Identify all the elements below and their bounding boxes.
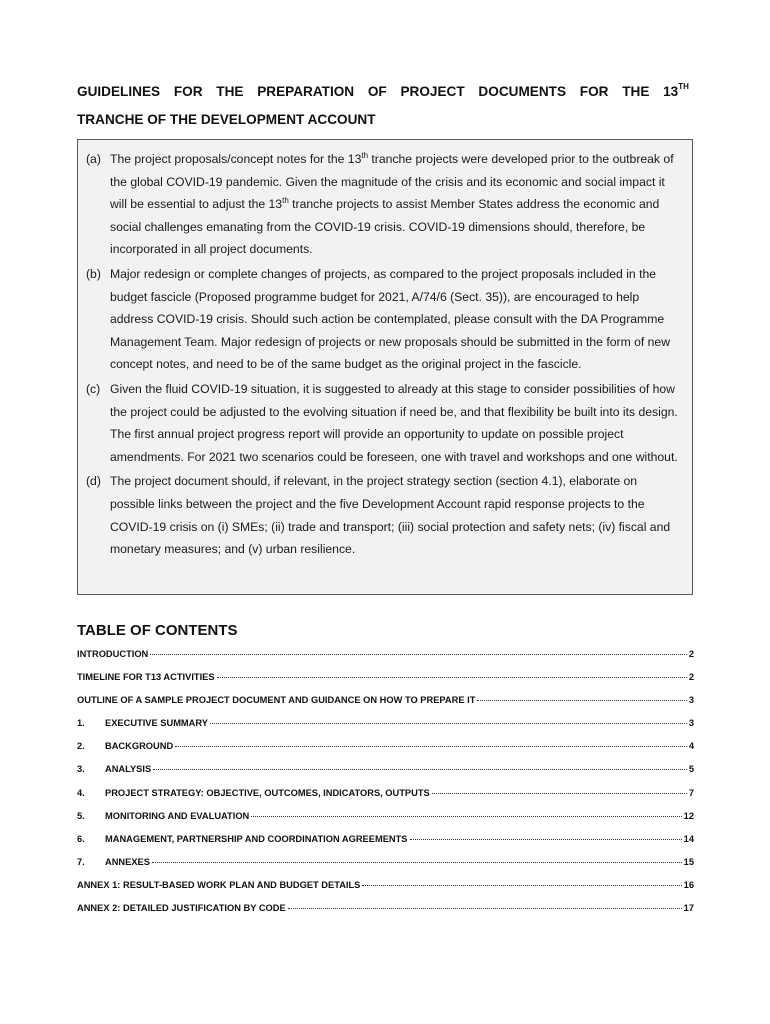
- toc-label: MONITORING AND EVALUATION: [105, 810, 250, 821]
- guidance-item: [86, 148, 684, 261]
- toc-number: 4.: [77, 787, 85, 798]
- title-word: FOR: [579, 84, 609, 99]
- title-word: PREPARATION: [257, 84, 355, 99]
- toc-number: 5.: [77, 810, 85, 821]
- guidance-marker: (d): [86, 474, 101, 489]
- title-word: FOR: [173, 84, 203, 99]
- title-tranche-number: 13TH: [663, 82, 689, 99]
- title-word: THE: [622, 84, 650, 99]
- toc-leader: [362, 885, 681, 886]
- covid-guidance-box: [77, 139, 693, 595]
- toc-leader: [217, 677, 687, 678]
- toc-leader: [288, 908, 682, 909]
- toc-label: OUTLINE OF A SAMPLE PROJECT DOCUMENT AND GUIDANCE ON HOW TO PREPARE IT: [77, 695, 476, 706]
- title-word: GUIDELINES: [77, 84, 161, 99]
- toc-page-number: 4: [688, 741, 694, 752]
- guidance-text: The project document should, if relevant, in the project strategy section (section 4.1), elaborate on possible links between the project and the five Development Account rapid response projects to the COVID-19 crisis on (i) SMEs; (ii) trade and transport; (iii) social protection and safety nets; (iv) fiscal and monetary measures; and (v) urban resilience.: [110, 474, 671, 557]
- toc-page-number: 14: [683, 833, 694, 844]
- toc-label: ANNEX 2: DETAILED JUSTIFICATION BY CODE: [77, 903, 286, 914]
- table-of-contents: [77, 649, 694, 926]
- toc-label: BACKGROUND: [105, 741, 174, 752]
- toc-entry-timeline[interactable]: [77, 672, 694, 695]
- title-line-1: [77, 78, 689, 106]
- title-word: DOCUMENTS: [478, 84, 567, 99]
- toc-page-number: 3: [688, 695, 694, 706]
- toc-leader: [432, 793, 687, 794]
- toc-entry-analysis[interactable]: [77, 764, 694, 787]
- toc-label: TIMELINE FOR T13 ACTIVITIES: [77, 672, 215, 683]
- guidance-marker: (b): [86, 266, 101, 281]
- guidance-text: Given the fluid COVID-19 situation, it is suggested to already at this stage to consider possibilities of how the project could be adjusted to the evolving situation if need be, and that flexibility be built into its design. The first annual project progress report will provide an opportunity to update on possible project amendments. For 2021 two scenarios could be foreseen, one with travel and workshops and one without.: [110, 381, 678, 464]
- toc-number: 6.: [77, 833, 85, 844]
- toc-page-number: 5: [688, 764, 694, 775]
- toc-label: EXECUTIVE SUMMARY: [105, 718, 208, 729]
- toc-number: 1.: [77, 718, 85, 729]
- title-word: THE: [216, 84, 244, 99]
- toc-page-number: 7: [688, 787, 694, 798]
- toc-label: ANNEXES: [105, 856, 150, 867]
- toc-page-number: 15: [683, 856, 694, 867]
- toc-label: INTRODUCTION: [77, 649, 149, 659]
- title-word: OF: [367, 84, 387, 99]
- toc-leader: [150, 654, 687, 655]
- toc-page-number: 2: [688, 672, 694, 683]
- toc-label: ANALYSIS: [105, 764, 152, 775]
- toc-number: 7.: [77, 856, 85, 867]
- toc-leader: [152, 862, 682, 863]
- toc-leader: [410, 839, 682, 840]
- toc-entry-executive-summary[interactable]: [77, 718, 694, 741]
- toc-leader: [477, 700, 686, 701]
- toc-label: PROJECT STRATEGY: OBJECTIVE, OUTCOMES, INDICATORS, OUTPUTS: [105, 787, 430, 798]
- toc-entry-annexes[interactable]: [77, 857, 694, 880]
- toc-entry-annex-2[interactable]: [77, 903, 694, 926]
- toc-entry-background[interactable]: [77, 741, 694, 764]
- toc-page-number: 17: [683, 903, 694, 914]
- title-superscript: TH: [678, 82, 689, 92]
- toc-entry-monitoring[interactable]: [77, 811, 694, 834]
- guidance-item: [86, 378, 684, 468]
- toc-label: MANAGEMENT, PARTNERSHIP AND COORDINATION AGREEMENTS: [105, 833, 408, 844]
- toc-leader: [251, 816, 681, 817]
- toc-leader: [175, 746, 687, 747]
- title-word: PROJECT: [400, 84, 465, 99]
- guidance-marker: (a): [86, 152, 101, 166]
- toc-entry-project-strategy[interactable]: [77, 788, 694, 811]
- guidance-item: [86, 470, 684, 560]
- toc-number: 3.: [77, 764, 85, 775]
- title-line-2: TRANCHE OF THE DEVELOPMENT ACCOUNT: [77, 112, 376, 127]
- toc-entry-outline[interactable]: [77, 695, 694, 718]
- guidance-item: [86, 263, 684, 376]
- page-title: [77, 78, 689, 134]
- toc-entry-management[interactable]: [77, 834, 694, 857]
- toc-entry-annex-1[interactable]: [77, 880, 694, 903]
- toc-label: ANNEX 1: RESULT-BASED WORK PLAN AND BUDGET DETAILS: [77, 879, 361, 890]
- toc-page-number: 12: [683, 810, 694, 821]
- toc-leader: [153, 769, 687, 770]
- toc-leader: [210, 723, 687, 724]
- toc-heading: TABLE OF CONTENTS: [77, 622, 238, 639]
- guidance-marker: (c): [86, 381, 101, 396]
- toc-entry-introduction[interactable]: [77, 649, 694, 672]
- toc-page-number: 2: [688, 649, 694, 659]
- toc-number: 2.: [77, 741, 85, 752]
- toc-page-number: 3: [688, 718, 694, 729]
- toc-page-number: 16: [683, 879, 694, 890]
- guidance-text: The project proposals/concept notes for the 13th tranche projects were developed prior to the outbreak of the global COVID-19 pandemic. Given the magnitude of the crisis and its economic and social impact it will be essential to adjust the 13th tranche projects to assist Member States address the economic and social challenges emanating from the COVID-19 crisis. COVID-19 dimensions should, therefore, be incorporated in all project documents.: [110, 150, 674, 257]
- guidance-text: Major redesign or complete changes of projects, as compared to the project proposals included in the budget fascicle (Proposed programme budget for 2021, A/74/6 (Sect. 35)), are encouraged to help address COVID-19 crisis. Should such action be contemplated, please consult with the DA Programme Management Team. Major redesign of projects or new proposals should be submitted in the form of new concept notes, and need to be of the same budget as the original project in the fascicle.: [110, 266, 671, 372]
